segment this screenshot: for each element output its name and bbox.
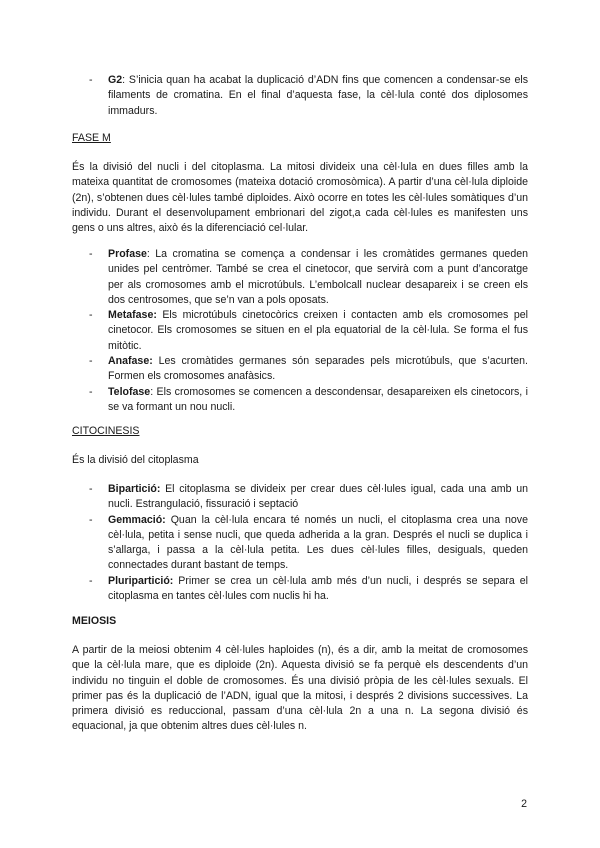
bullet-dash: - [89,574,93,587]
item-term: Bipartició: [108,483,161,495]
bullet-dash: - [89,248,93,260]
bullet-dash: - [89,309,93,322]
item-text: : S’inicia quan ha acabat la duplicació d’ADN fins que comencen a condensar-se els filaments de cromatina. En el final d’aquesta fase, la cèl·lula conté dos diplosomes immadurs. [108,74,528,117]
g2-list [72,73,528,119]
item-term: Metafase: [108,309,157,322]
bullet-dash: - [89,385,93,398]
item-term: Anafase: [108,355,153,368]
item-term: Pluripartició: [108,574,174,587]
item-term: Profase [108,248,147,260]
list-item [72,574,528,605]
list-item [72,385,528,416]
section-heading: FASE M [72,132,111,144]
meiosis-paragraph: A partir de la meiosi obtenim 4 cèl·lules haploides (n), és a dir, amb la meitat de cromosomes que la cèl·lula mare, que es diploide (2n). Aquesta divisió se fa perquè els descendents d’un individu no tinguin el doble de cromosomes. És una divisió pròpia de les cèl·lules sexuals. El primer pas és la duplicació de l’ADN, igual que la mitosi, i després 2 divisions successives. La primera divisió es reduccional, passam d’una cèl·lula 2n a una n. La segona divisió és equacional, ja que obtenim altres dues cèl·lules n. [72,644,528,733]
fase-m-heading [72,131,528,146]
item-text: Els microtúbuls cinetocòrics creixen i contacten amb els cromosomes pel cinetocor. Els cromosomes se situen en el pla equatorial de la cèl·lula. Se forma el fus mitòtic. [108,309,528,352]
list-item [72,354,528,385]
item-text: Les cromàtides germanes són separades pels microtúbuls, que s’acurten. Formen els cromosomes anafàsics. [108,355,528,383]
section-heading: MEIOSIS [72,615,117,627]
fase-m-paragraph: És la divisió del nucli i del citoplasma. La mitosi divideix una cèl·lula en dues filles amb la mateixa quantitat de cromosomes (mateixa dotació cromosòmica). A partir d’una cèl·lula diploide (2n), s’obtenen dues cèl·lules també diploides. Això ocorre en totes les cèl·lules somàtiques d’un individu. Durant el desenvolupament embrionari del zigot,a cada cèl·lules es manifesten uns gens o uns altres, això és la diferenciació cel·lular. [72,161,528,235]
citocinesis-list [72,482,528,604]
citocinesis-heading [72,424,528,439]
bullet-dash: - [89,513,93,526]
item-text: : Els cromosomes se comencen a descondensar, desapareixen els cinetocors, i se va formant un nou nucli. [108,385,528,413]
list-item [72,247,528,308]
g2-section [72,73,528,119]
item-text: : La cromatina se comença a condensar i les cromàtides germanes queden unides pel centròmer. També se crea el cinetocor, que servirà com a punt d’ancoratge per als cromosomes amb el microtúbuls. L’embolcall nuclear desapareix i se creen els dos centrosomes, que se’n van a pols oposats. [108,248,528,306]
item-text: Quan la cèl·lula encara té només un nucli, el citoplasma crea una nove cèl·lula, petita i sense nucli, que queda adherida a la gran. Després el nucli se duplica i s’allarga, i passa a la cèl·lula petita. Les dues cèl·lules filles, desiguals, queden connectades durant bastant de temps. [108,513,528,572]
list-item [72,482,528,513]
item-text: Primer se crea un cèl·lula amb més d’un nucli, i després se separa el citoplasma en tantes cèl·lules com nuclis hi ha. [108,574,528,603]
item-term: G2 [108,74,123,86]
list-item [72,73,528,119]
bullet-dash: - [89,355,93,368]
list-item [72,308,528,354]
bullet-dash: - [89,74,93,86]
meiosis-heading [72,614,528,629]
fase-m-list [72,247,528,415]
citocinesis-paragraph: És la divisió del citoplasma [72,454,199,466]
bullet-dash: - [89,483,93,495]
item-term: Gemmació: [108,513,166,526]
item-term: Telofase [108,385,151,398]
list-item [72,513,528,574]
item-text: El citoplasma se divideix per crear dues cèl·lules igual, cada una amb un nucli. Estrangulació, fissuració i septació [108,483,528,511]
page-number: 2 [521,798,527,810]
section-heading: CITOCINESIS [72,425,140,437]
